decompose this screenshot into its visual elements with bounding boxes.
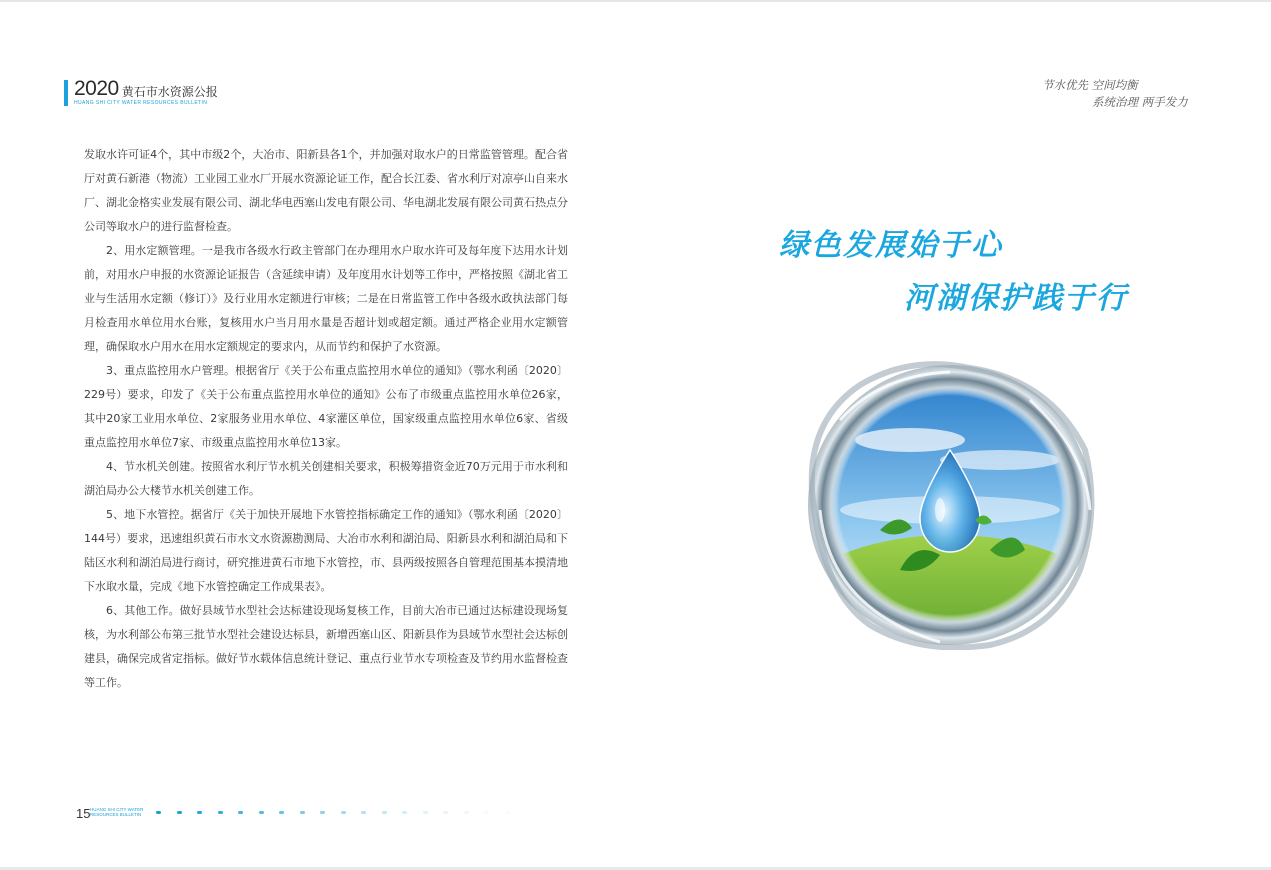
water-droplet-illustration [800, 360, 1105, 650]
body-text [84, 143, 568, 695]
header-subtitle: HUANG SHI CITY WATER RESOURCES BULLETIN [74, 100, 208, 106]
footer-dot-row [156, 811, 510, 814]
paragraph: 2、用水定额管理。一是我市各级水行政主管部门在办理用水户取水许可及每年度下达用水计划前，对用水户申报的水资源论证报告（含延续申请）及年度用水计划等工作中，严格按照《湖北省工业与生活用水定额（修订）》及行业用水定额进行审核；二是在日常监管工作中各级水政执法部门每月检查用水单位用水台账，复核用水户当月用水量是否超计划或超定额。通过严格企业用水定额管理，确保取水户用水在用水定额规定的要求内，从而节约和保护了水资源。 [84, 244, 568, 353]
footer-dot [177, 811, 182, 814]
headline-line-1: 绿色发展始于心 [779, 228, 1003, 263]
paragraph: 6、其他工作。做好县域节水型社会达标建设现场复核工作，目前大冶市已通过达标建设现场复核，为水利部公布第三批节水型社会建设达标县，新增西塞山区、阳新县作为县域节水型社会达标创建县，确保完成省定指标。做好节水载体信息统计登记、重点行业节水专项检查及节约用水监督检查等工作。 [84, 604, 568, 689]
paragraph: 5、地下水管控。据省厅《关于加快开展地下水管控指标确定工作的通知》（鄂水利函〔2020〕144号）要求，迅速组织黄石市水文水资源勘测局、大冶市水利和湖泊局、阳新县水利和湖泊局和下陆区水利和湖泊局进行商讨，研究推进黄石市地下水管控，市、县两级按照各自管理范围基本摸清地下水取水量，完成《地下水管控确定工作成果表》。 [84, 508, 568, 593]
page-number: 15 [76, 806, 91, 821]
footer-dot [464, 811, 469, 814]
paragraph: 4、节水机关创建。按照省水利厅节水机关创建相关要求，积极筹措资金近70万元用于市水利和湖泊局办公大楼节水机关创建工作。 [84, 460, 568, 497]
footer-dot [320, 811, 325, 814]
footer-dot [238, 811, 243, 814]
droplet-highlight [935, 498, 945, 522]
paragraph: 发取水许可证4个，其中市级2个，大冶市、阳新县各1个，并加强对取水户的日常监管管理。配合省厅对黄石新港（物流）工业园工业水厂开展水资源论证工作，配合长江委、省水利厅对凉亭山自来水厂、湖北金格实业发展有限公司、湖北华电西塞山发电有限公司、华电湖北发展有限公司黄石热点分公司等取水户的进行监督检查。 [84, 148, 568, 233]
footer-dot [341, 811, 346, 814]
footer-dot [443, 811, 448, 814]
footer-dot [218, 811, 223, 814]
footer-dot [505, 811, 510, 814]
footer-dot [361, 811, 366, 814]
footer-subtitle-line-1: HUANG SHI CITY WATER [90, 807, 144, 812]
slogan-line-1: 节水优先 空间均衡 [1042, 78, 1138, 92]
footer-dot [259, 811, 264, 814]
footer-dot [402, 811, 407, 814]
footer-dot [484, 811, 489, 814]
footer-subtitle [90, 807, 143, 817]
footer-dot [279, 811, 284, 814]
slogan-line-2: 系统治理 两手发力 [1092, 95, 1188, 109]
header-accent-bar [64, 80, 68, 106]
header-year: 2020 [74, 77, 119, 100]
header-title: 黄石市水资源公报 [121, 85, 218, 99]
headline-line-2: 河湖保护践于行 [904, 281, 1128, 316]
footer-dot [423, 811, 428, 814]
footer-dot [197, 811, 202, 814]
footer-dot [156, 811, 161, 814]
footer-dot [382, 811, 387, 814]
footer-dot [300, 811, 305, 814]
top-rule [0, 0, 1271, 2]
paragraph: 3、重点监控用水户管理。根据省厅《关于公布重点监控用水单位的通知》（鄂水利函〔2020〕229号）要求，印发了《关于公布重点监控用水单位的通知》公布了市级重点监控用水单位26家，其中20家工业用水单位、2家服务业用水单位、4家灌区单位，国家级重点监控用水单位6家、省级重点监控用水单位7家、市级重点监控用水单位13家。 [84, 364, 568, 449]
footer-subtitle-line-2: RESOURCES BULLETIN [90, 812, 142, 817]
